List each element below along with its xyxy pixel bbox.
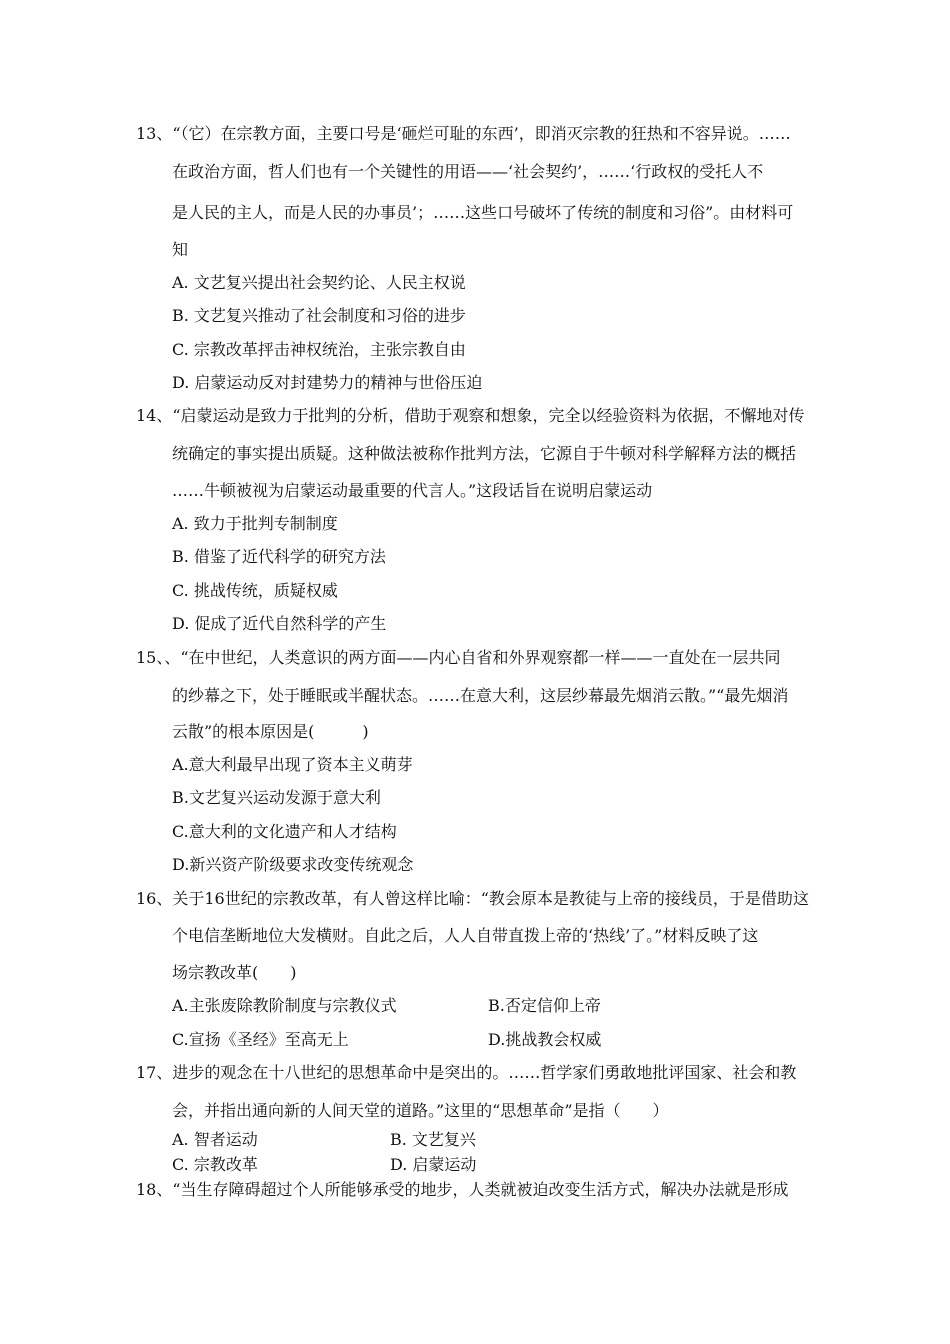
q16-option-b: B.否定信仰上帝 bbox=[488, 996, 601, 1015]
q13-option-c: C. 宗教改革抨击神权统治，主张宗教自由 bbox=[172, 340, 466, 359]
q18-stem-line-1: 18、“当生存障碍超过个人所能够承受的地步，人类就被迫改变生活方式，解决办法就是形成 bbox=[136, 1180, 789, 1199]
q15-option-c: C.意大利的文化遗产和人才结构 bbox=[172, 822, 397, 841]
q17-option-a: A. 智者运动 bbox=[172, 1130, 258, 1149]
q14-option-d: D. 促成了近代自然科学的产生 bbox=[172, 614, 387, 633]
q16-stem-line-2: 个电信垄断地位大发横财。自此之后，人人自带直拨上帝的‘热线’了。”材料反映了这 bbox=[172, 926, 759, 945]
q16-option-d: D.挑战教会权威 bbox=[488, 1030, 602, 1049]
q14-stem-line-2: 统确定的事实提出质疑。这种做法被称作批判方法，它源自于牛顿对科学解释方法的概括 bbox=[172, 444, 797, 463]
q15-option-d: D.新兴资产阶级要求改变传统观念 bbox=[172, 855, 414, 874]
q17-stem-line-1: 17、进步的观念在十八世纪的思想革命中是突出的。……哲学家们勇敢地批评国家、社会和教 bbox=[136, 1063, 797, 1082]
q13-stem-line-4: 知 bbox=[172, 240, 189, 259]
q17-option-b: B. 文艺复兴 bbox=[390, 1130, 476, 1149]
q15-stem-line-1: 15、、“在中世纪，人类意识的两方面——内心自省和外界观察都一样——一直处在一层共同 bbox=[136, 648, 781, 667]
q13-option-a: A. 文艺复兴提出社会契约论、人民主权说 bbox=[172, 273, 466, 292]
q15-stem-line-3: 云散”的根本原因是( ) bbox=[172, 722, 369, 741]
q15-option-b: B.文艺复兴运动发源于意大利 bbox=[172, 788, 381, 807]
q13-option-b: B. 文艺复兴推动了社会制度和习俗的进步 bbox=[172, 306, 466, 325]
q17-option-d: D. 启蒙运动 bbox=[390, 1155, 477, 1174]
q14-stem-line-1: 14、“启蒙运动是致力于批判的分析，借助于观察和想象，完全以经验资料为依据，不懈地对传 bbox=[136, 406, 805, 425]
q13-stem-line-2: 在政治方面，哲人们也有一个关键性的用语——‘社会契约’，……‘行政权的受托人不 bbox=[172, 162, 764, 181]
q15-option-a: A.意大利最早出现了资本主义萌芽 bbox=[172, 755, 413, 774]
q13-stem-line-3: 是人民的主人，而是人民的办事员’；……这些口号破坏了传统的制度和习俗”。由材料可 bbox=[172, 203, 794, 222]
q15-stem-line-2: 的纱幕之下，处于睡眠或半醒状态。……在意大利，这层纱幕最先烟消云散。”“最先烟消 bbox=[172, 686, 789, 705]
q16-stem-line-1: 16、关于16世纪的宗教改革，有人曾这样比喻：“教会原本是教徒与上帝的接线员，于是借助这 bbox=[136, 889, 809, 908]
q17-option-c: C. 宗教改革 bbox=[172, 1155, 258, 1174]
q16-option-c: C.宣扬《圣经》至高无上 bbox=[172, 1030, 349, 1049]
q13-stem-line-1: 13、“（它）在宗教方面，主要口号是‘砸烂可耻的东西’，即消灭宗教的狂热和不容异说。…… bbox=[136, 124, 791, 143]
q14-option-c: C. 挑战传统，质疑权威 bbox=[172, 581, 338, 600]
q14-option-a: A. 致力于批判专制制度 bbox=[172, 514, 338, 533]
q17-stem-line-2: 会，并指出通向新的人间天堂的道路。”这里的“思想革命”是指（ ） bbox=[172, 1101, 669, 1120]
q16-option-a: A.主张废除教阶制度与宗教仪式 bbox=[172, 996, 397, 1015]
q13-option-d: D. 启蒙运动反对封建势力的精神与世俗压迫 bbox=[172, 373, 483, 392]
q14-stem-line-3: ……牛顿被视为启蒙运动最重要的代言人。”这段话旨在说明启蒙运动 bbox=[172, 481, 653, 500]
q14-option-b: B. 借鉴了近代科学的研究方法 bbox=[172, 547, 386, 566]
q16-stem-line-3: 场宗教改革( ) bbox=[172, 963, 297, 982]
